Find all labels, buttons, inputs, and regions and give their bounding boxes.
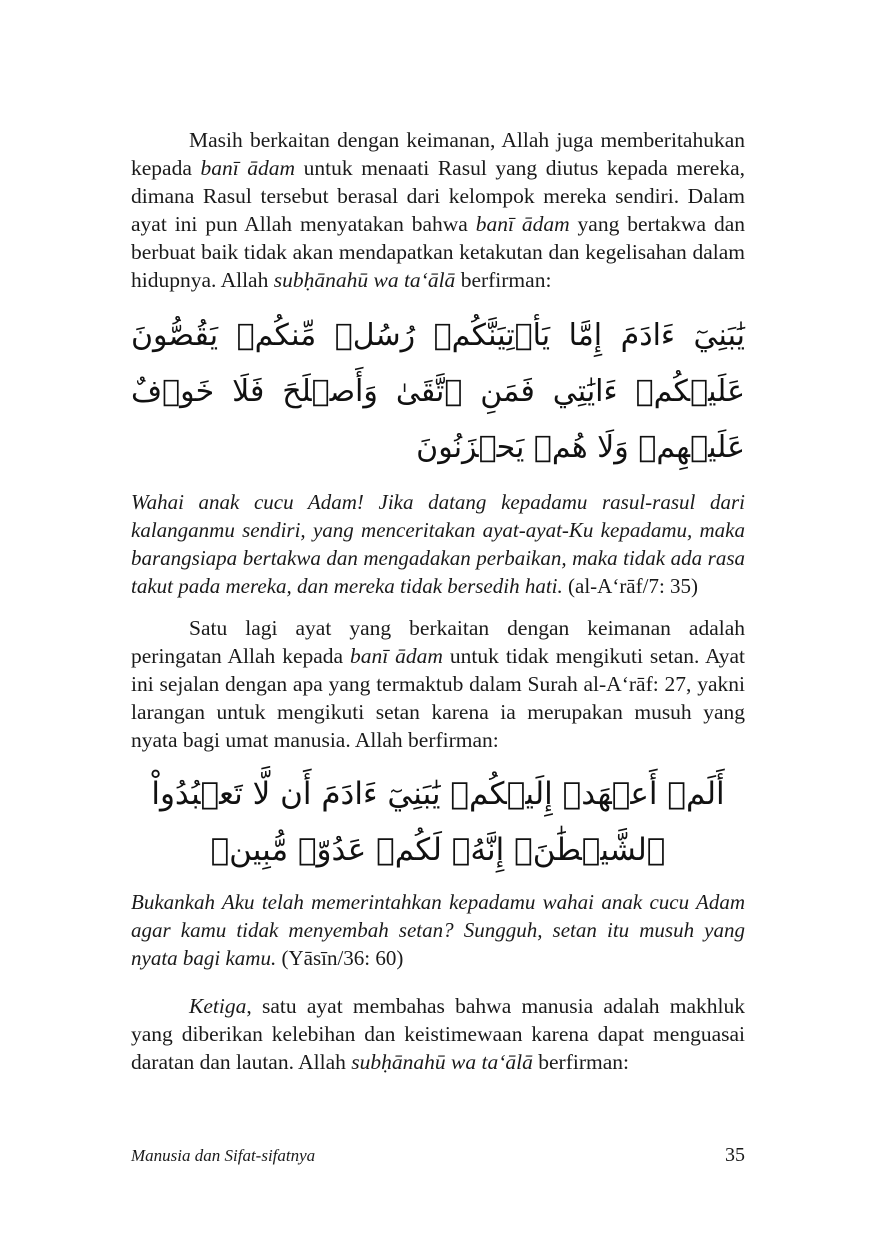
text-run: berfirman: (455, 268, 552, 292)
arabic-verse-1: يَٰبَنِيٓ ءَادَمَ إِمَّا يَأۡتِيَنَّكُمۡ رُسُلٞ مِّنكُمۡ يَقُصُّونَ عَلَيۡكُمۡ ءَايَٰتِي فَمَنِ ٱتَّقَىٰ وَأَصۡلَحَ فَلَا خَوۡفٌ عَلَيۡهِمۡ وَلَا هُمۡ يَحۡزَنُونَ (131, 318, 745, 465)
arabic-verse-2: أَلَمۡ أَعۡهَدۡ إِلَيۡكُمۡ يَٰبَنِيٓ ءَادَمَ أَن لَّا تَعۡبُدُواْ ٱلشَّيۡطَٰنَۖ إِنَّهُۥ لَكُمۡ عَدُوّٞ مُّبِينٞ (151, 776, 725, 868)
verse-2-translation (131, 888, 745, 972)
verse-reference: (al-A‘rāf/7: 35) (562, 574, 699, 598)
page-number: 35 (725, 1144, 745, 1166)
italic-term: subḥānahū wa ta‘ālā (273, 268, 456, 292)
paragraph-1 (131, 126, 745, 294)
paragraph-2 (131, 614, 745, 754)
text-run: yang bertakwa dan berbuat baik tidak akan mendapatkan ketakutan dan kegelisahan dalam hidupnya. Allah (131, 212, 745, 292)
translation-text: Bukankah Aku telah memerintahkan kepadamu wahai anak cucu Adam agar kamu tidak menyembah setan? Sungguh, setan itu musuh yang nyata bagi kamu. (131, 890, 745, 970)
italic-term: banī ādam (475, 212, 570, 236)
translation-text: Wahai anak cucu Adam! Jika datang kepadamu rasul-rasul dari kalanganmu sendiri, yang menceritakan ayat-ayat-Ku kepadamu, maka barangsiapa bertakwa dan mengadakan perbaikan, maka tidak ada rasa takut pada mereka, dan mereka tidak bersedih hati. (131, 490, 745, 598)
page-footer (131, 1144, 745, 1167)
text-run: Satu lagi ayat yang berkaitan dengan keimanan adalah peringatan Allah kepada (131, 616, 745, 668)
page-content (131, 126, 745, 1076)
italic-term: Ketiga (189, 994, 247, 1018)
italic-term: banī ādam (350, 644, 443, 668)
text-run: berfirman: (532, 1050, 629, 1074)
running-footer-title: Manusia dan Sifat-sifatnya (131, 1146, 316, 1165)
verse-reference: (Yāsīn/36: 60) (276, 946, 404, 970)
paragraph-3 (131, 992, 745, 1076)
verse-1-translation (131, 488, 745, 600)
text-run: Masih berkaitan dengan keimanan, Allah juga memberitahukan kepada (131, 128, 745, 180)
text-run: , satu ayat membahas bahwa manusia adalah makhluk yang diberikan kelebihan dan keistimewaan karena dapat menguasai daratan dan lautan. Allah (131, 994, 745, 1074)
italic-term: banī ādam (200, 156, 296, 180)
italic-term: subḥānahū wa ta‘ālā (351, 1050, 533, 1074)
text-run: untuk menaati Rasul yang diutus kepada mereka, dimana Rasul tersebut berasal dari kelompok mereka sendiri. Dalam ayat ini pun Allah menyatakan bahwa (131, 156, 745, 236)
text-run: untuk tidak mengikuti setan. Ayat ini sejalan dengan apa yang termaktub dalam Surah al-A‘rāf: 27, yakni larangan untuk mengikuti setan karena ia merupakan musuh yang nyata bagi umat manusia. Allah berfirman: (131, 644, 745, 752)
